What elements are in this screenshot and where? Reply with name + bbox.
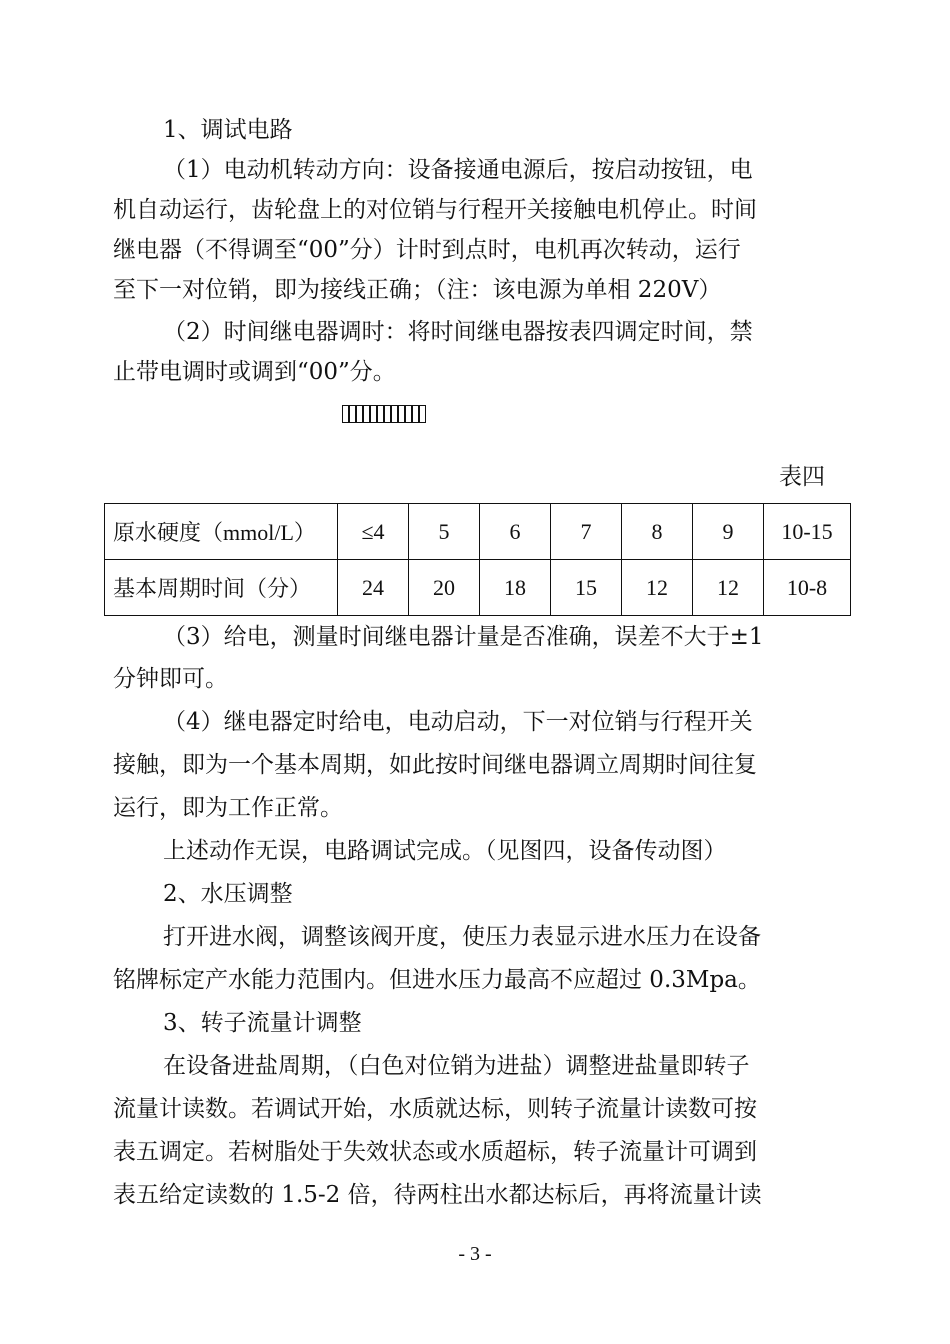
- table-cell: 18: [480, 560, 551, 616]
- para7-line2: 流量计读数。若调试开始，水质就达标，则转子流量计读数可按: [113, 1096, 757, 1122]
- table-cell: 24: [338, 560, 409, 616]
- table-cell: 12: [693, 560, 764, 616]
- table-cell: 20: [409, 560, 480, 616]
- section1-heading: 1、调试电路: [163, 117, 293, 143]
- para4-line3: 运行，即为工作正常。: [113, 795, 343, 821]
- para6-line2: 铭牌标定产水能力范围内。但进水压力最高不应超过 0.3Mpa。: [113, 967, 761, 993]
- table4: [104, 503, 851, 616]
- para7-line4: 表五给定读数的 1.5-2 倍，待两柱出水都达标后，再将流量计读: [113, 1182, 762, 1208]
- table4-label: 表四: [779, 464, 825, 490]
- table-cell: ≤4: [338, 504, 409, 560]
- para6-line1: 打开进水阀，调整该阀开度，使压力表显示进水压力在设备: [163, 924, 761, 950]
- table-cell: 5: [409, 504, 480, 560]
- section3-heading: 3、转子流量计调整: [163, 1010, 362, 1036]
- table-cell: 15: [551, 560, 622, 616]
- row2-header: 基本周期时间（分）: [105, 560, 338, 616]
- para3-line2: 分钟即可。: [113, 666, 228, 692]
- para1-line4: 至下一对位销，即为接线正确；（注：该电源为单相 220V）: [113, 277, 722, 303]
- table-cell: 12: [622, 560, 693, 616]
- section2-heading: 2、水压调整: [163, 881, 293, 907]
- row1-header: 原水硬度（mmol/L）: [105, 504, 338, 560]
- table-row: [105, 504, 851, 560]
- para7-line1: 在设备进盐周期，（白色对位销为进盐）调整进盐量即转子: [163, 1053, 750, 1079]
- table-cell: 10-8: [764, 560, 851, 616]
- table-cell: 10-15: [764, 504, 851, 560]
- missing-glyph-caption: [342, 405, 426, 427]
- para1-line3: 继电器（不得调至“00”分）计时到点时，电机再次转动，运行: [113, 237, 741, 263]
- table-row: [105, 560, 851, 616]
- para1-line2: 机自动运行，齿轮盘上的对位销与行程开关接触电机停止。时间: [113, 197, 757, 223]
- para1-line1: （1）电动机转动方向：设备接通电源后，按启动按钮，电: [163, 157, 753, 183]
- table-cell: 7: [551, 504, 622, 560]
- para7-line3: 表五调定。若树脂处于失效状态或水质超标，转子流量计可调到: [113, 1139, 757, 1165]
- table-cell: 8: [622, 504, 693, 560]
- table-cell: 9: [693, 504, 764, 560]
- para5: 上述动作无误，电路调试完成。（见图四，设备传动图）: [163, 838, 727, 864]
- table-cell: 6: [480, 504, 551, 560]
- para3-line1: （3）给电，测量时间继电器计量是否准确，误差不大于±1: [163, 624, 764, 650]
- para2-line1: （2）时间继电器调时：将时间继电器按表四调定时间，禁: [163, 319, 753, 345]
- page-number: - 3 -: [458, 1243, 492, 1265]
- para4-line1: （4）继电器定时给电，电动启动，下一对位销与行程开关: [163, 709, 753, 735]
- para4-line2: 接触，即为一个基本周期，如此按时间继电器调立周期时间往复: [113, 752, 757, 778]
- para2-line2: 止带电调时或调到“00”分。: [113, 359, 396, 385]
